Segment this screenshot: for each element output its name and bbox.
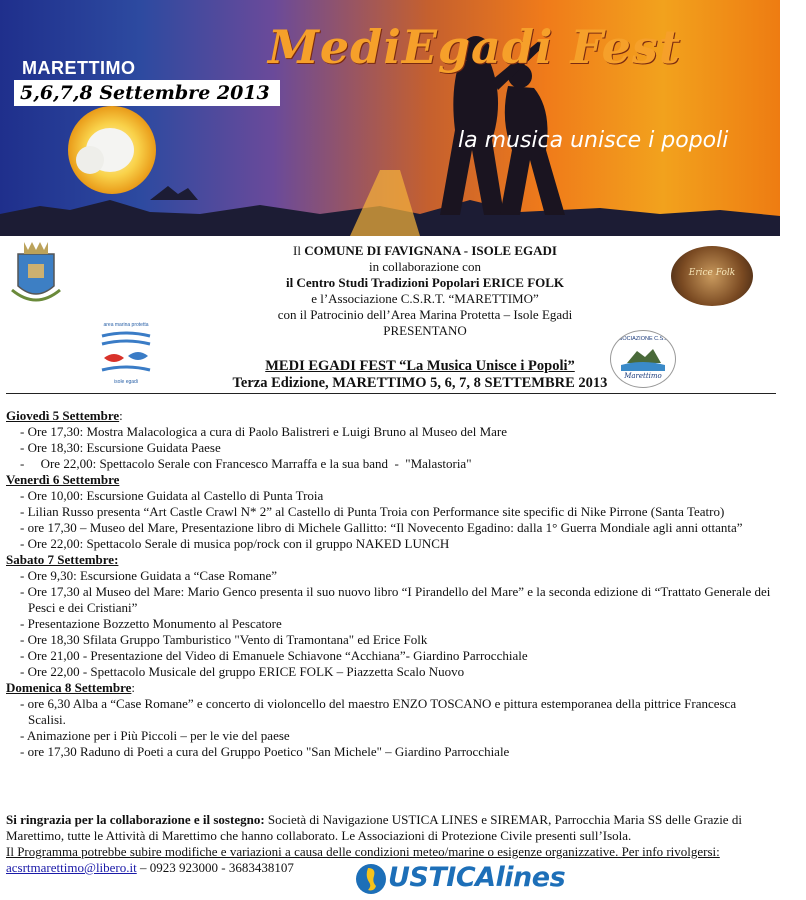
- program-day: [6, 472, 776, 552]
- phones: – 0923 923000 - 3683438107: [136, 860, 294, 875]
- thanks-paragraph: [6, 812, 776, 844]
- program-item: - Ore 18,30 Sfilata Gruppo Tamburistico "Vento di Tramontana" ed Erice Folk: [6, 632, 776, 648]
- program-item: - Presentazione Bozzetto Monumento al Pescatore: [6, 616, 776, 632]
- notice-line: Il Programma potrebbe subire modifiche e variazioni a causa delle condizioni meteo/marine o esigenze organizzative. Per info rivolgersi:: [6, 844, 720, 859]
- amp-bottom-label: isole egadi: [114, 379, 138, 385]
- ustica-lines-logo: [388, 862, 565, 893]
- favignana-crest-icon: [10, 240, 62, 310]
- banner-dates: 5,6,7,8 Settembre 2013: [14, 80, 280, 106]
- intro-line-3: il Centro Studi Tradizioni Popolari ERICE FOLK: [285, 275, 565, 290]
- erice-folk-label: Erice Folk: [688, 268, 736, 278]
- island-silhouette: [150, 186, 198, 200]
- figure-shape: [76, 146, 104, 174]
- light-path: [350, 170, 420, 236]
- associazione-label: ASSOCIAZIONE C.S.R.T.: [611, 336, 675, 342]
- program-day: [6, 680, 776, 760]
- associazione-bottom-label: Marettimo: [624, 372, 662, 380]
- festival-banner: [0, 0, 780, 236]
- intro-block: [190, 243, 660, 339]
- fish-wave-icon: [98, 328, 154, 374]
- banner-slogan: la musica unisce i popoli: [458, 128, 729, 153]
- program-item: - Ore 18,30: Escursione Guidata Paese: [6, 440, 776, 456]
- program-item: - Ore 22,00: Spettacolo Serale di musica pop/rock con il gruppo NAKED LUNCH: [6, 536, 776, 552]
- program-item: - Ore 22,00: Spettacolo Serale con Francesco Marraffa e la sua band - "Malastoria": [6, 456, 776, 472]
- event-subtitle: Terza Edizione, MARETTIMO 5, 6, 7, 8 SETTEMBRE 2013: [232, 375, 608, 391]
- lines-word: lines: [495, 862, 566, 893]
- banner-title: MediEgadi Fest: [268, 20, 682, 74]
- day-label: Giovedì 5 Settembre:: [6, 408, 123, 423]
- program-item: - Animazione per i Più Piccoli – per le vie del paese: [6, 728, 776, 744]
- day-label: [6, 472, 776, 488]
- program-item: - ore 6,30 Alba a “Case Romane” e concerto di violoncello del maestro ENZO TOSCANO e pittura estemporanea della pittrice Francesca Scalisi.: [6, 696, 776, 728]
- day-label-text: Domenica 8 Settembre: [6, 680, 132, 695]
- seahorse-icon: [356, 862, 386, 896]
- intro-line-6: PRESENTANO: [383, 323, 467, 338]
- program-day: [6, 408, 776, 472]
- intro-line-1: [190, 243, 660, 259]
- event-title: MEDI EGADI FEST “La Musica Unisce i Popoli”: [265, 358, 575, 374]
- day-label-text: Giovedì 5 Settembre: [6, 408, 120, 423]
- day-label-text: Sabato 7 Settembre:: [6, 552, 119, 567]
- program-item: - Ore 17,30 al Museo del Mare: Mario Genco presenta il suo nuovo libro “I Pirandello del Mare” e la seconda edizione di “Trattato Generale dei Pesci e dei Cristiani”: [6, 584, 776, 616]
- intro-line-4: e l’Associazione C.S.R.T. “MARETTIMO”: [311, 291, 539, 306]
- day-label: [6, 552, 776, 568]
- intro-line-5: con il Patrocinio dell’Area Marina Protetta – Isole Egadi: [277, 307, 573, 322]
- amp-top-label: area marina protetta: [103, 322, 149, 328]
- program-item: - Ore 21,00 - Presentazione del Video di Emanuele Schiavone “Acchiana”- Giardino Parrocchiale: [6, 648, 776, 664]
- program-item: - ore 17,30 Raduno di Poeti a cura del Gruppo Poetico "San Michele" – Giardino Parrocchiale: [6, 744, 776, 760]
- program-item: - Ore 10,00: Escursione Guidata al Castello di Punta Troia: [6, 488, 776, 504]
- program-item: - ore 17,30 – Museo del Mare, Presentazione libro di Michele Gallitto: “Il Novecento Egadino: dalla 1° Guerra Mondiale agli anni ottanta”: [6, 520, 776, 536]
- email-link[interactable]: acsrtmarettimo@libero.it: [6, 860, 137, 875]
- program-item: - Ore 17,30: Mostra Malacologica a cura di Paolo Balistreri e Luigi Bruno al Museo del Mare: [6, 424, 776, 440]
- program-item: - Ore 22,00 - Spettacolo Musicale del gruppo ERICE FOLK – Piazzetta Scalo Nuovo: [6, 664, 776, 680]
- amp-logo: [98, 322, 154, 385]
- intro-line-2: in collaborazione con: [369, 259, 481, 274]
- program-item: - Ore 9,30: Escursione Guidata a “Case Romane”: [6, 568, 776, 584]
- divider: [6, 393, 776, 394]
- thanks-text: Società di Navigazione USTICA LINES e SIREMAR, Parrocchia Maria SS delle Grazie di Marettimo, tutte le Attività di Marettimo che hanno collaborato. Le Associazioni di Protezione Civile presenti sull’Isola.: [6, 812, 742, 843]
- erice-folk-logo: [671, 246, 753, 306]
- intro-line-1-bold: COMUNE DI FAVIGNANA - ISOLE EGADI: [304, 243, 557, 258]
- intro-line-1-prefix: Il: [293, 243, 305, 258]
- program-item: - Lilian Russo presenta “Art Castle Crawl N* 2” al Castello di Punta Troia con Performance site specific di Nike Pirrone (Santa Teatro): [6, 504, 776, 520]
- day-label-text: Venerdì 6 Settembre: [6, 472, 120, 487]
- program: [6, 408, 776, 760]
- thanks-bold: Si ringrazia per la collaborazione e il sostegno:: [6, 812, 265, 827]
- banner-place: MARETTIMO: [22, 58, 136, 78]
- day-label: Domenica 8 Settembre:: [6, 680, 136, 695]
- program-day: [6, 552, 776, 680]
- ustica-word: USTICA: [388, 862, 496, 893]
